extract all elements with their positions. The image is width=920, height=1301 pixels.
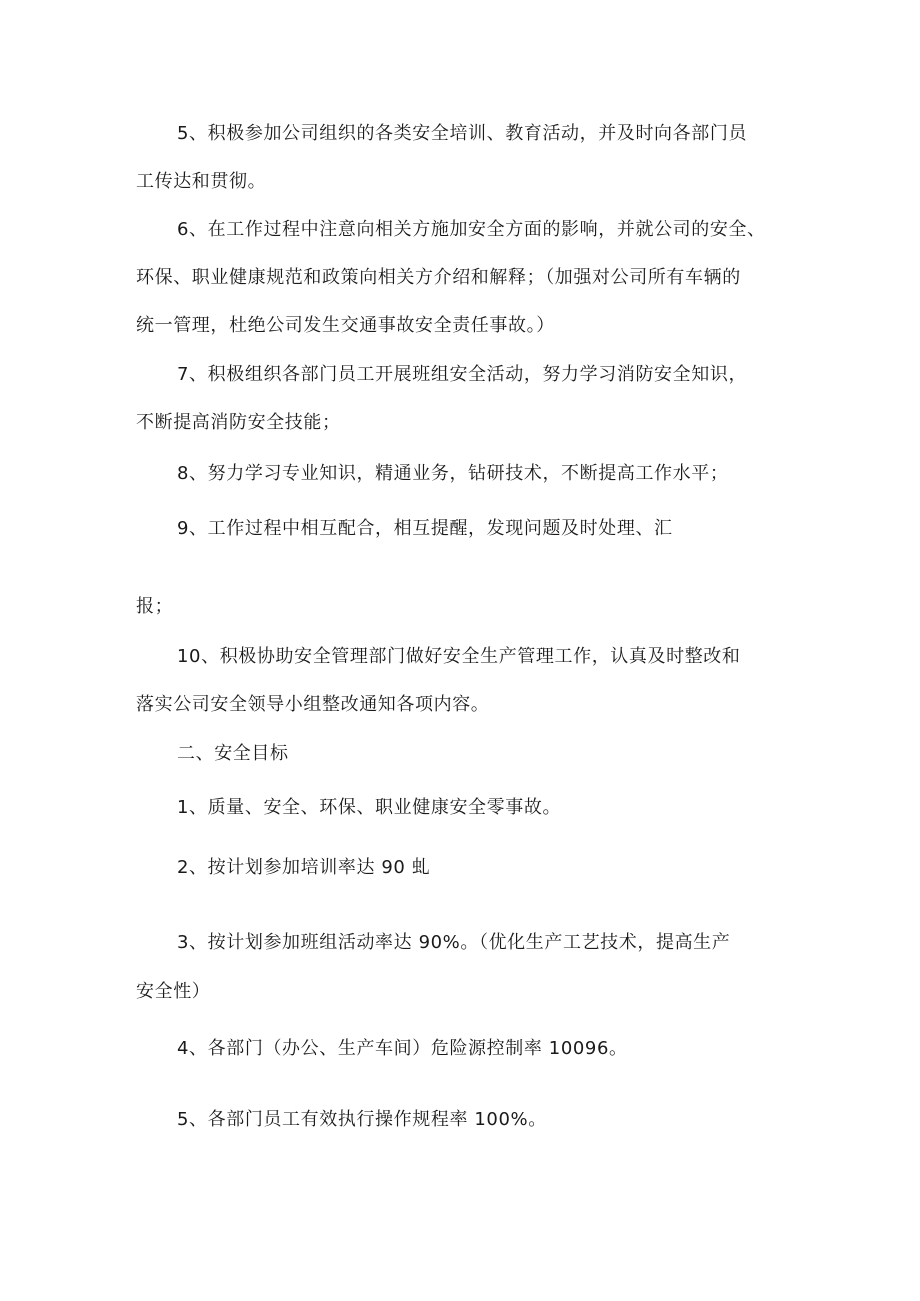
- paragraph-5-line-1: 5、积极参加公司组织的各类安全培训、教育活动，并及时向各部门员: [177, 123, 748, 144]
- paragraph-10-line-1: 10、积极协助安全管理部门做好安全生产管理工作，认真及时整改和: [177, 646, 741, 667]
- paragraph-6-line-2: 环保、职业健康规范和政策向相关方介绍和解释；（加强对公司所有车辆的: [136, 267, 741, 288]
- goal-4: 4、各部门（办公、生产车间）危险源控制率 10096。: [177, 1038, 628, 1059]
- paragraph-5-line-2: 工传达和贯彻。: [136, 171, 267, 192]
- paragraph-10-line-2: 落实公司安全领导小组整改通知各项内容。: [136, 694, 490, 715]
- goal-2: 2、按计划参加培训率达 90 虬: [177, 857, 431, 878]
- paragraph-7-line-1: 7、积极组织各部门员工开展班组安全活动，努力学习消防安全知识，: [177, 364, 748, 385]
- goal-1: 1、质量、安全、环保、职业健康安全零事故。: [177, 797, 562, 818]
- goal-3-line-2: 安全性）: [136, 981, 211, 1002]
- goal-3-line-1: 3、按计划参加班组活动率达 90%。（优化生产工艺技术，提高生产: [177, 932, 731, 953]
- section-heading: 二、安全目标: [177, 743, 289, 764]
- paragraph-9-line-2: 报；: [136, 596, 174, 617]
- paragraph-6-line-3: 统一管理，杜绝公司发生交通事故安全责任事故。）: [136, 315, 555, 336]
- goal-5: 5、各部门员工有效执行操作规程率 100%。: [177, 1109, 547, 1130]
- paragraph-6-line-1: 6、在工作过程中注意向相关方施加安全方面的影响，并就公司的安全、: [177, 219, 766, 240]
- paragraph-7-line-2: 不断提高消防安全技能；: [136, 412, 341, 433]
- paragraph-8: 8、努力学习专业知识，精通业务，钻研技术，不断提高工作水平；: [177, 463, 729, 484]
- paragraph-9-line-1: 9、工作过程中相互配合，相互提醒，发现问题及时处理、汇: [177, 518, 673, 539]
